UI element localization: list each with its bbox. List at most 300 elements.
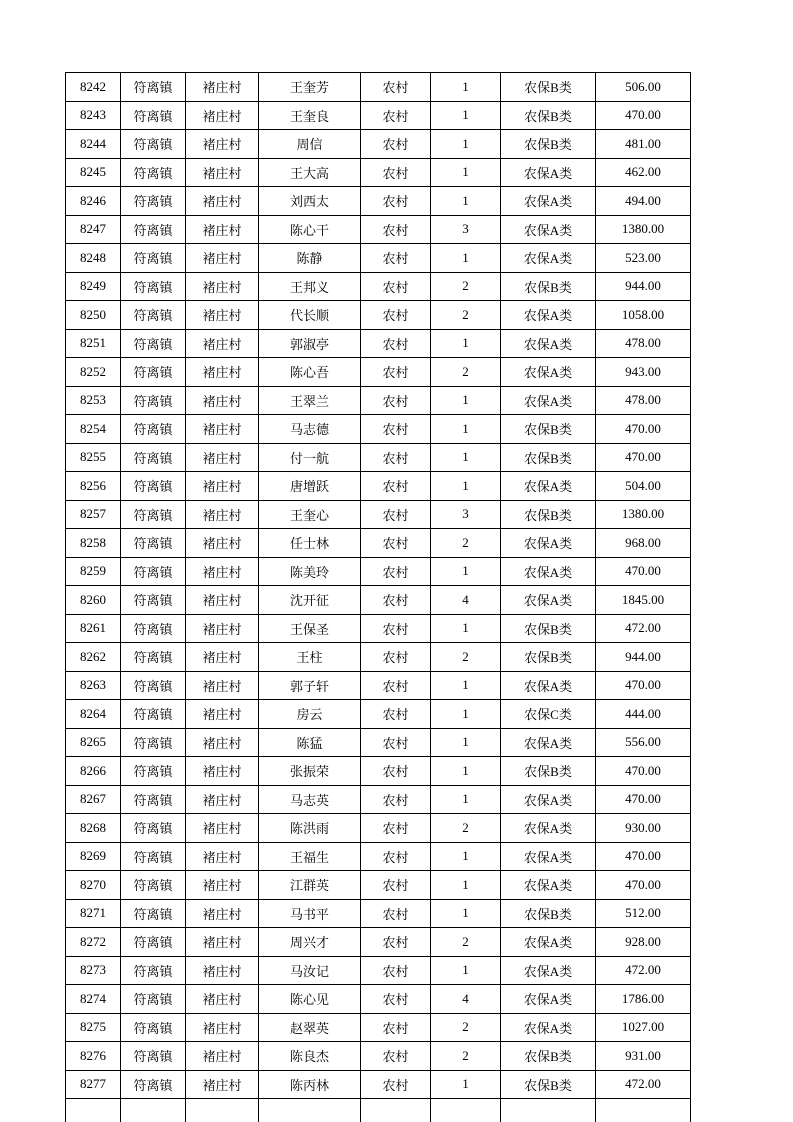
cell-category: 农保A类 (501, 329, 596, 358)
cell-town: 符离镇 (121, 130, 186, 159)
cell-category (501, 1099, 596, 1122)
cell-town: 符离镇 (121, 215, 186, 244)
cell-amount: 470.00 (596, 557, 691, 586)
table-row (66, 956, 691, 985)
cell-residence: 农村 (361, 928, 431, 957)
cell-name: 刘西太 (259, 187, 361, 216)
cell-amount: 470.00 (596, 842, 691, 871)
cell-id: 8271 (66, 899, 121, 928)
cell-category: 农保A类 (501, 671, 596, 700)
cell-amount: 470.00 (596, 671, 691, 700)
cell-residence: 农村 (361, 842, 431, 871)
cell-name: 马志德 (259, 415, 361, 444)
table-row (66, 1070, 691, 1099)
cell-count: 1 (431, 728, 501, 757)
cell-residence: 农村 (361, 1070, 431, 1099)
cell-residence: 农村 (361, 158, 431, 187)
cell-name: 陈心吾 (259, 358, 361, 387)
cell-id: 8263 (66, 671, 121, 700)
cell-amount: 523.00 (596, 244, 691, 273)
cell-id: 8266 (66, 757, 121, 786)
cell-name: 王奎心 (259, 500, 361, 529)
table-row (66, 158, 691, 187)
cell-amount: 928.00 (596, 928, 691, 957)
table-row (66, 928, 691, 957)
table-row (66, 215, 691, 244)
cell-residence: 农村 (361, 956, 431, 985)
cell-category: 农保B类 (501, 643, 596, 672)
cell-category: 农保B类 (501, 500, 596, 529)
cell-category: 农保A类 (501, 785, 596, 814)
cell-village: 褚庄村 (186, 700, 259, 729)
table-row (66, 358, 691, 387)
cell-category: 农保B类 (501, 101, 596, 130)
cell-village: 褚庄村 (186, 928, 259, 957)
cell-category: 农保A类 (501, 187, 596, 216)
cell-town: 符离镇 (121, 928, 186, 957)
cell-name: 郭淑亭 (259, 329, 361, 358)
cell-name: 王邦义 (259, 272, 361, 301)
cell-town: 符离镇 (121, 1070, 186, 1099)
cell-category: 农保B类 (501, 130, 596, 159)
cell-category: 农保A类 (501, 358, 596, 387)
cell-category: 农保A类 (501, 472, 596, 501)
cell-village: 褚庄村 (186, 614, 259, 643)
cell-category: 农保B类 (501, 73, 596, 102)
table-row (66, 443, 691, 472)
cell-name: 陈丙林 (259, 1070, 361, 1099)
cell-town: 符离镇 (121, 73, 186, 102)
cell-category: 农保B类 (501, 899, 596, 928)
cell-id: 8256 (66, 472, 121, 501)
table-row (66, 757, 691, 786)
cell-town: 符离镇 (121, 614, 186, 643)
cell-residence: 农村 (361, 472, 431, 501)
cell-id: 8246 (66, 187, 121, 216)
cell-town: 符离镇 (121, 272, 186, 301)
cell-category: 农保B类 (501, 443, 596, 472)
table-row-partial (66, 1099, 691, 1122)
cell-name: 王柱 (259, 643, 361, 672)
cell-town: 符离镇 (121, 643, 186, 672)
table-row (66, 671, 691, 700)
cell-residence: 农村 (361, 187, 431, 216)
cell-category: 农保A类 (501, 586, 596, 615)
table-row (66, 871, 691, 900)
cell-village: 褚庄村 (186, 557, 259, 586)
cell-amount: 943.00 (596, 358, 691, 387)
cell-id: 8277 (66, 1070, 121, 1099)
cell-amount: 472.00 (596, 614, 691, 643)
cell-amount: 1380.00 (596, 500, 691, 529)
cell-name: 陈心见 (259, 985, 361, 1014)
cell-id: 8251 (66, 329, 121, 358)
cell-village: 褚庄村 (186, 158, 259, 187)
cell-id: 8257 (66, 500, 121, 529)
cell-id: 8264 (66, 700, 121, 729)
cell-id: 8254 (66, 415, 121, 444)
cell-village: 褚庄村 (186, 643, 259, 672)
cell-category: 农保A类 (501, 215, 596, 244)
cell-id: 8269 (66, 842, 121, 871)
cell-count: 1 (431, 101, 501, 130)
cell-category: 农保A类 (501, 158, 596, 187)
cell-amount: 470.00 (596, 443, 691, 472)
cell-residence: 农村 (361, 728, 431, 757)
cell-amount: 930.00 (596, 814, 691, 843)
cell-residence: 农村 (361, 671, 431, 700)
cell-id: 8270 (66, 871, 121, 900)
cell-name: 代长顺 (259, 301, 361, 330)
benefits-table (65, 72, 691, 1122)
cell-amount: 494.00 (596, 187, 691, 216)
cell-village: 褚庄村 (186, 187, 259, 216)
cell-village: 褚庄村 (186, 956, 259, 985)
table-row (66, 272, 691, 301)
cell-category: 农保A类 (501, 386, 596, 415)
cell-category: 农保C类 (501, 700, 596, 729)
cell-name: 沈开征 (259, 586, 361, 615)
cell-id (66, 1099, 121, 1122)
cell-amount (596, 1099, 691, 1122)
cell-amount: 556.00 (596, 728, 691, 757)
cell-count: 1 (431, 871, 501, 900)
cell-name: 赵翠英 (259, 1013, 361, 1042)
cell-village: 褚庄村 (186, 899, 259, 928)
table-row (66, 614, 691, 643)
table-row (66, 1042, 691, 1071)
cell-name (259, 1099, 361, 1122)
cell-village: 褚庄村 (186, 215, 259, 244)
cell-town: 符离镇 (121, 557, 186, 586)
table-row (66, 728, 691, 757)
cell-residence: 农村 (361, 614, 431, 643)
cell-residence: 农村 (361, 215, 431, 244)
cell-name: 陈猛 (259, 728, 361, 757)
cell-id: 8268 (66, 814, 121, 843)
cell-id: 8247 (66, 215, 121, 244)
cell-count: 1 (431, 757, 501, 786)
cell-name: 唐增跃 (259, 472, 361, 501)
cell-category: 农保B类 (501, 1070, 596, 1099)
cell-residence: 农村 (361, 643, 431, 672)
cell-count (431, 1099, 501, 1122)
cell-town: 符离镇 (121, 301, 186, 330)
cell-count: 2 (431, 1042, 501, 1071)
cell-residence: 农村 (361, 1013, 431, 1042)
cell-residence: 农村 (361, 899, 431, 928)
cell-count: 2 (431, 272, 501, 301)
cell-count: 3 (431, 215, 501, 244)
cell-category: 农保B类 (501, 272, 596, 301)
cell-village: 褚庄村 (186, 272, 259, 301)
cell-village: 褚庄村 (186, 386, 259, 415)
cell-count: 1 (431, 244, 501, 273)
cell-name: 王翠兰 (259, 386, 361, 415)
cell-village: 褚庄村 (186, 757, 259, 786)
cell-count: 1 (431, 700, 501, 729)
cell-id: 8258 (66, 529, 121, 558)
cell-residence: 农村 (361, 757, 431, 786)
cell-count: 2 (431, 814, 501, 843)
cell-name: 付一航 (259, 443, 361, 472)
cell-count: 2 (431, 529, 501, 558)
cell-residence: 农村 (361, 785, 431, 814)
cell-name: 王福生 (259, 842, 361, 871)
cell-town: 符离镇 (121, 500, 186, 529)
table-row (66, 557, 691, 586)
cell-name: 陈美玲 (259, 557, 361, 586)
cell-name: 王奎芳 (259, 73, 361, 102)
cell-amount: 470.00 (596, 101, 691, 130)
cell-id: 8244 (66, 130, 121, 159)
table-body (66, 73, 691, 1122)
cell-category: 农保B类 (501, 614, 596, 643)
table-row (66, 329, 691, 358)
cell-count: 1 (431, 158, 501, 187)
cell-id: 8252 (66, 358, 121, 387)
table-row (66, 785, 691, 814)
cell-residence: 农村 (361, 1042, 431, 1071)
cell-amount: 506.00 (596, 73, 691, 102)
cell-residence: 农村 (361, 443, 431, 472)
cell-village: 褚庄村 (186, 814, 259, 843)
cell-id: 8255 (66, 443, 121, 472)
cell-id: 8276 (66, 1042, 121, 1071)
cell-category: 农保A类 (501, 557, 596, 586)
cell-town: 符离镇 (121, 187, 186, 216)
cell-village: 褚庄村 (186, 472, 259, 501)
cell-residence: 农村 (361, 985, 431, 1014)
table-row (66, 386, 691, 415)
cell-residence (361, 1099, 431, 1122)
cell-count: 2 (431, 301, 501, 330)
cell-town: 符离镇 (121, 1042, 186, 1071)
cell-residence: 农村 (361, 415, 431, 444)
cell-town (121, 1099, 186, 1122)
cell-name: 任士林 (259, 529, 361, 558)
cell-id: 8265 (66, 728, 121, 757)
cell-name: 张振荣 (259, 757, 361, 786)
cell-town: 符离镇 (121, 586, 186, 615)
cell-amount: 944.00 (596, 272, 691, 301)
cell-village: 褚庄村 (186, 130, 259, 159)
cell-amount: 1380.00 (596, 215, 691, 244)
cell-residence: 农村 (361, 500, 431, 529)
cell-amount: 1058.00 (596, 301, 691, 330)
cell-town: 符离镇 (121, 158, 186, 187)
cell-id: 8245 (66, 158, 121, 187)
cell-residence: 农村 (361, 101, 431, 130)
cell-count: 1 (431, 415, 501, 444)
cell-count: 1 (431, 386, 501, 415)
cell-town: 符离镇 (121, 899, 186, 928)
cell-town: 符离镇 (121, 956, 186, 985)
cell-village: 褚庄村 (186, 1070, 259, 1099)
cell-amount: 478.00 (596, 329, 691, 358)
table-row (66, 73, 691, 102)
cell-village: 褚庄村 (186, 301, 259, 330)
cell-count: 1 (431, 614, 501, 643)
cell-residence: 农村 (361, 386, 431, 415)
table-row (66, 187, 691, 216)
cell-town: 符离镇 (121, 700, 186, 729)
cell-name: 马书平 (259, 899, 361, 928)
table-row (66, 586, 691, 615)
cell-amount: 504.00 (596, 472, 691, 501)
cell-village: 褚庄村 (186, 785, 259, 814)
cell-village: 褚庄村 (186, 871, 259, 900)
cell-count: 1 (431, 187, 501, 216)
table-row (66, 700, 691, 729)
table-row (66, 899, 691, 928)
cell-town: 符离镇 (121, 358, 186, 387)
cell-category: 农保A类 (501, 814, 596, 843)
cell-id: 8267 (66, 785, 121, 814)
cell-id: 8253 (66, 386, 121, 415)
cell-town: 符离镇 (121, 386, 186, 415)
cell-town: 符离镇 (121, 814, 186, 843)
cell-count: 3 (431, 500, 501, 529)
cell-name: 王大高 (259, 158, 361, 187)
cell-name: 陈良杰 (259, 1042, 361, 1071)
cell-village: 褚庄村 (186, 329, 259, 358)
cell-name: 陈静 (259, 244, 361, 273)
cell-village: 褚庄村 (186, 101, 259, 130)
cell-village: 褚庄村 (186, 842, 259, 871)
cell-amount: 472.00 (596, 956, 691, 985)
cell-id: 8275 (66, 1013, 121, 1042)
cell-town: 符离镇 (121, 529, 186, 558)
cell-amount: 968.00 (596, 529, 691, 558)
cell-category: 农保A类 (501, 728, 596, 757)
cell-category: 农保A类 (501, 985, 596, 1014)
table-row (66, 130, 691, 159)
cell-town: 符离镇 (121, 472, 186, 501)
cell-count: 1 (431, 443, 501, 472)
cell-residence: 农村 (361, 529, 431, 558)
cell-residence: 农村 (361, 244, 431, 273)
table-row (66, 101, 691, 130)
cell-amount: 1786.00 (596, 985, 691, 1014)
cell-count: 1 (431, 329, 501, 358)
cell-amount: 444.00 (596, 700, 691, 729)
cell-count: 2 (431, 928, 501, 957)
cell-count: 2 (431, 643, 501, 672)
cell-village: 褚庄村 (186, 244, 259, 273)
cell-category: 农保A类 (501, 871, 596, 900)
cell-town: 符离镇 (121, 329, 186, 358)
cell-name: 周信 (259, 130, 361, 159)
cell-count: 2 (431, 1013, 501, 1042)
cell-residence: 农村 (361, 272, 431, 301)
cell-count: 1 (431, 899, 501, 928)
cell-village: 褚庄村 (186, 443, 259, 472)
cell-count: 1 (431, 671, 501, 700)
cell-village: 褚庄村 (186, 500, 259, 529)
cell-category: 农保B类 (501, 1042, 596, 1071)
cell-town: 符离镇 (121, 415, 186, 444)
cell-count: 4 (431, 985, 501, 1014)
cell-count: 1 (431, 785, 501, 814)
cell-town: 符离镇 (121, 101, 186, 130)
cell-village: 褚庄村 (186, 358, 259, 387)
cell-count: 2 (431, 358, 501, 387)
cell-residence: 农村 (361, 358, 431, 387)
cell-count: 1 (431, 73, 501, 102)
cell-count: 1 (431, 472, 501, 501)
cell-count: 1 (431, 557, 501, 586)
cell-category: 农保A类 (501, 244, 596, 273)
cell-village (186, 1099, 259, 1122)
cell-amount: 470.00 (596, 871, 691, 900)
cell-count: 4 (431, 586, 501, 615)
cell-category: 农保B类 (501, 415, 596, 444)
cell-id: 8259 (66, 557, 121, 586)
cell-name: 周兴才 (259, 928, 361, 957)
cell-category: 农保A类 (501, 1013, 596, 1042)
cell-id: 8249 (66, 272, 121, 301)
cell-count: 1 (431, 842, 501, 871)
cell-category: 农保A类 (501, 529, 596, 558)
cell-town: 符离镇 (121, 842, 186, 871)
table-row (66, 529, 691, 558)
cell-village: 褚庄村 (186, 415, 259, 444)
cell-amount: 944.00 (596, 643, 691, 672)
cell-count: 1 (431, 130, 501, 159)
cell-town: 符离镇 (121, 728, 186, 757)
cell-amount: 462.00 (596, 158, 691, 187)
cell-town: 符离镇 (121, 985, 186, 1014)
table-row (66, 415, 691, 444)
cell-name: 陈洪雨 (259, 814, 361, 843)
cell-id: 8248 (66, 244, 121, 273)
cell-amount: 478.00 (596, 386, 691, 415)
cell-residence: 农村 (361, 814, 431, 843)
cell-id: 8273 (66, 956, 121, 985)
cell-village: 褚庄村 (186, 586, 259, 615)
cell-town: 符离镇 (121, 244, 186, 273)
cell-id: 8250 (66, 301, 121, 330)
cell-amount: 470.00 (596, 757, 691, 786)
cell-name: 马志英 (259, 785, 361, 814)
cell-count: 1 (431, 956, 501, 985)
table-row (66, 500, 691, 529)
cell-town: 符离镇 (121, 785, 186, 814)
cell-residence: 农村 (361, 301, 431, 330)
cell-village: 褚庄村 (186, 73, 259, 102)
cell-name: 江群英 (259, 871, 361, 900)
cell-village: 褚庄村 (186, 1013, 259, 1042)
cell-id: 8272 (66, 928, 121, 957)
cell-village: 褚庄村 (186, 1042, 259, 1071)
cell-count: 1 (431, 1070, 501, 1099)
cell-residence: 农村 (361, 557, 431, 586)
cell-village: 褚庄村 (186, 671, 259, 700)
table-row (66, 301, 691, 330)
cell-residence: 农村 (361, 73, 431, 102)
table-row (66, 244, 691, 273)
cell-id: 8243 (66, 101, 121, 130)
cell-name: 王奎良 (259, 101, 361, 130)
cell-id: 8274 (66, 985, 121, 1014)
cell-name: 陈心干 (259, 215, 361, 244)
cell-village: 褚庄村 (186, 529, 259, 558)
cell-category: 农保A类 (501, 928, 596, 957)
cell-name: 房云 (259, 700, 361, 729)
cell-town: 符离镇 (121, 757, 186, 786)
cell-amount: 470.00 (596, 415, 691, 444)
